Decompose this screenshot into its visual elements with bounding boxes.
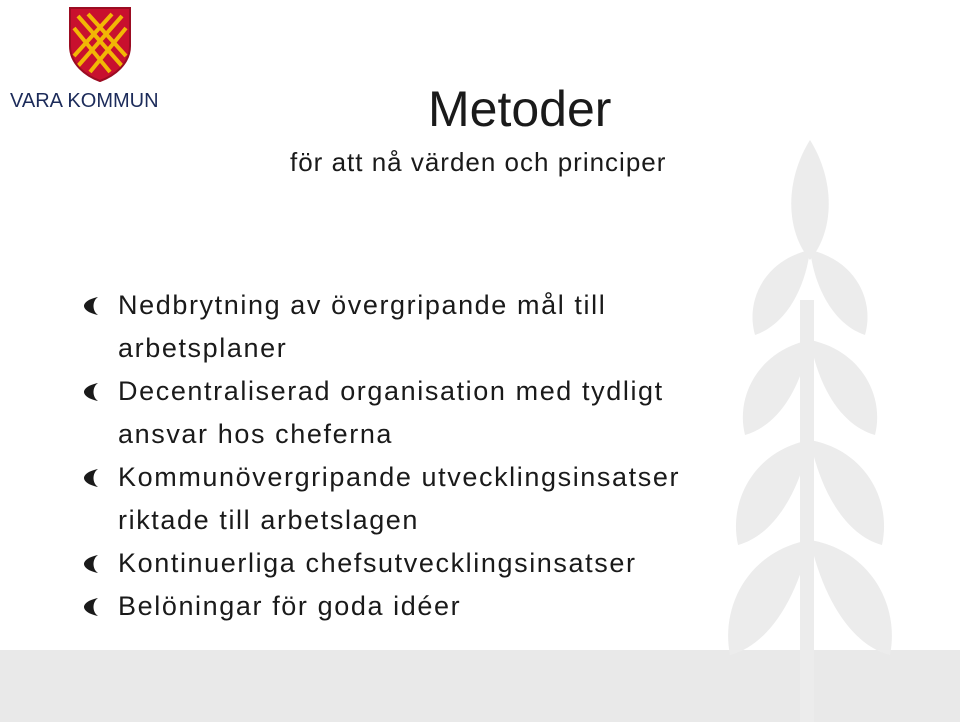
bullet-marker-icon [84,469,98,487]
bullet-item [80,456,840,542]
bullet-text-line1: Nedbrytning av övergripande mål till [118,290,607,320]
coat-of-arms-icon [68,6,132,82]
slide-title: Metoder [428,81,612,137]
bullet-list [80,284,840,628]
bullet-marker-icon [84,555,98,573]
bullet-item [80,542,840,585]
bullet-text-line1: Kontinuerliga chefsutvecklingsinsatser [118,548,637,578]
bullet-text-line2: riktade till arbetslagen [118,505,420,535]
vara-kommun-logo [10,6,180,116]
bullet-text-line1: Decentraliserad organisation med tydligt [118,376,664,406]
bullet-item [80,585,840,628]
bullet-text-line1: Kommunövergripande utvecklingsinsatser [118,462,681,492]
bullet-text-line1: Belöningar för goda idéer [118,591,462,621]
bullet-marker-icon [84,598,98,616]
bullet-marker-icon [84,383,98,401]
bullet-item [80,370,840,456]
logo-text: VARA KOMMUN [10,90,159,112]
slide-subtitle: för att nå värden och principer [290,147,667,177]
bullet-item [80,284,840,370]
bullet-marker-icon [84,297,98,315]
bullet-text-line2: ansvar hos cheferna [118,419,394,449]
bullet-text-line2: arbetsplaner [118,333,288,363]
